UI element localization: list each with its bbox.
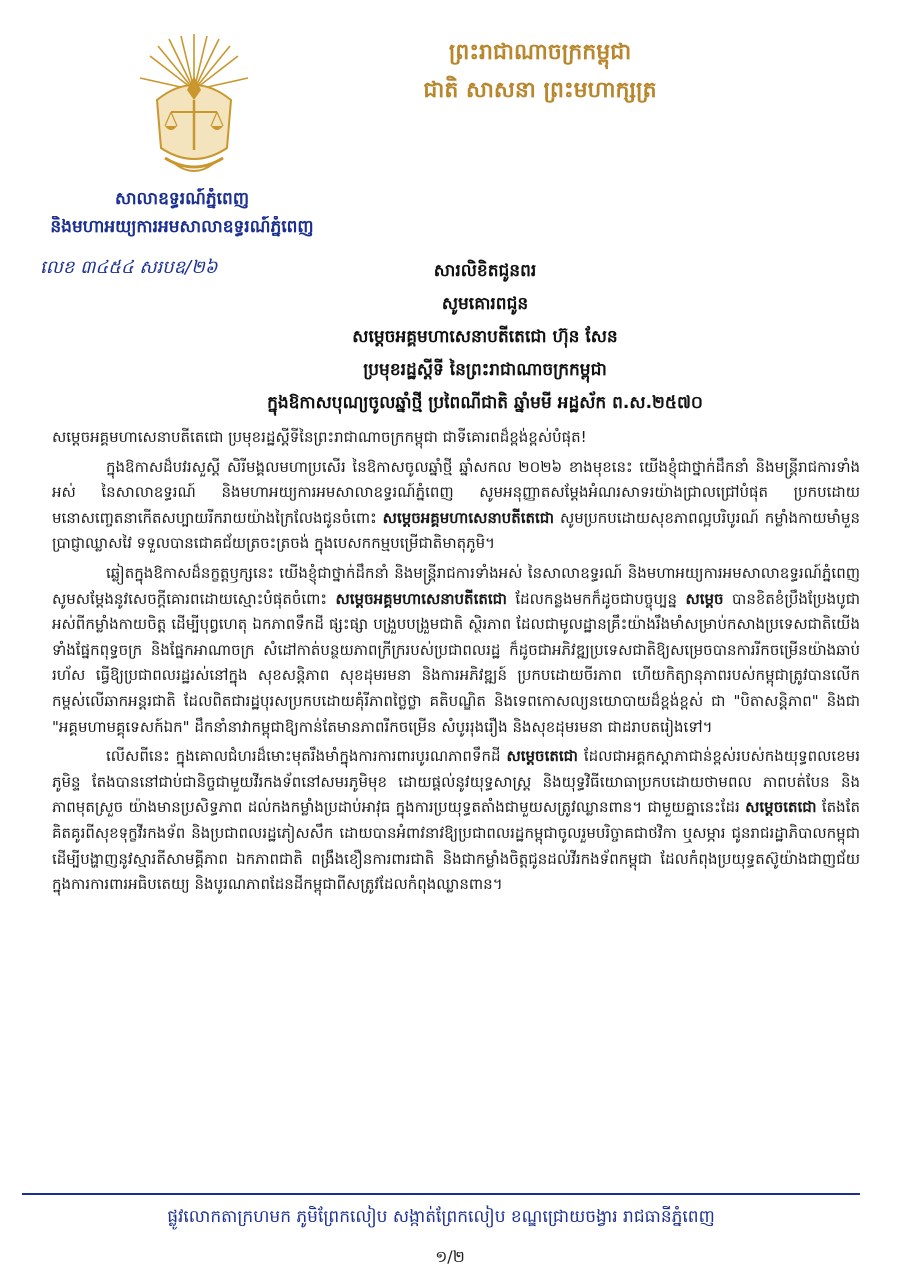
title-line-4: ប្រមុខរដ្ឋស្តីទី នៃព្រះរាជាណាចក្រកម្ពុជា (363, 360, 607, 380)
paragraph-1 (52, 455, 860, 557)
title-line-3: សម្ដេចអគ្គមហាសេនាបតីតេជោ ហ៊ុន សែន (352, 327, 618, 347)
p1-text-a: ក្នុងឱកាសដ៏បវរសួស្តី សិរីមង្គលមហាប្រសើរ នៃឱកាសចូលឆ្នាំថ្មី ឆ្នាំសកល ២០២៦ ខាងមុខនេះ យើងខ្ញុំជាថ្នាក់ដឹកនាំ និងមន្ត្រីរាជការទាំងអស់ នៃសាលាឧទ្ធរណ៍ និងមហាអយ្យការអមសាលាឧទ្ធរណ៍ភ្នំពេញ សូមអនុញ្ញាតសម្ដែងអំណរសាទរយ៉ាងជ្រាលជ្រៅបំផុត ប្រកបដោយមនោសញ្ចេតនាកើតសប្បាយរីករាយយ៉ាងក្រៃលែងជូនចំពោះ (52, 457, 860, 527)
page-number: ១/២ (435, 1247, 465, 1266)
p1-text-c: សូមប្រកបដោយសុខភាពល្អបរិបូរណ៍ កម្លាំងកាយមាំមួន ប្រាជ្ញាឈ្លាសវៃ ទទួលបានជោគជ័យត្រចះត្រចង់ ក្នុងបេសកកម្មបម្រើជាតិមាតុភូមិ។ (52, 508, 860, 553)
p3-text-c: ដែលជាអគ្គកស្ដាភាជាន់ខ្ពស់របស់កងយុទ្ធពលខេមរភូមិន្ទ តែងបាននៅជាប់ជានិច្ចជាមួយវីរកងទ័ពនៅសមរភូមិមុខ ដោយផ្ដល់នូវយុទ្ធសាស្ត្រ និងយុទ្ធវិធីយោធាប្រកបដោយថាមពល ភាពបត់បែន និងភាពមុតស្រួច យ៉ាងមានប្រសិទ្ធភាព ដល់កងកម្លាំងប្រដាប់អាវុធ ក្នុងការប្រយុទ្ធតតាំងជាមួយសត្រូវឈ្លានពាន។ ជាមួយគ្នានេះដែរ (52, 747, 860, 817)
p2-bold-title: សម្ដេច (685, 589, 724, 608)
p2-bold-name: សម្ដេចអគ្គមហាសេនាបតីតេជោ (335, 589, 507, 608)
p3-text-e: តែងតែគិតគូរពីសុខទុក្ខវីរកងទ័ព និងប្រជាពលរដ្ឋភៀសសឹក ដោយបានអំពាវនាវឱ្យប្រជាពលរដ្ឋកម្ពុជាចូលរួមបរិច្ចាគជាថវិកា ឬសម្ភារ ជូនរាជរដ្ឋាភិបាលកម្ពុជា ដើម្បីបង្ហាញនូវស្មារតីសាមគ្គីភាព ឯកភាពជាតិ ពង្រឹងខឿនការពារជាតិ និងជាកម្លាំងចិត្តជូនដល់វីរកងទ័ពកម្ពុជា ដែលកំពុងប្រយុទ្ធតស៊ូយ៉ាងជាញជ័យ ក្នុងការការពារអធិបតេយ្យ និងបូរណភាពដែនដីកម្ពុជាពីសត្រូវដែលកំពុងឈ្លានពាន។ (52, 798, 860, 894)
footer-address: ផ្លូវលោកតាក្រហមក ភូមិព្រែកលៀប សង្កាត់ព្រែកលៀប ខណ្ឌជ្រោយចង្វារ រាជធានីភ្នំពេញ (167, 1207, 715, 1227)
court-name-line-2: និងមហាអយ្យការអមសាលាឧទ្ធរណ៍ភ្នំពេញ (50, 217, 314, 237)
p3-bold-name-2: សម្ដេចតេជោ (745, 798, 817, 817)
p3-text-a: លើសពីនេះ ក្នុងគោលជំហរដ៏មោះមុតរឹងមាំក្នុងការការពារបូរណភាពទឹកដី (106, 747, 501, 766)
title-line-5: ក្នុងឱកាសបុណ្យចូលឆ្នាំថ្មី ប្រពៃណីជាតិ ឆ្នាំមមី អដ្ឋស័ក ព.ស.២៥៧០ (267, 393, 703, 413)
p3-bold-name-1: សម្ដេចតេជោ (506, 747, 578, 766)
title-line-1: សារលិខិតជូនពរ (433, 261, 537, 281)
salutation: សម្ដេចអគ្គមហាសេនាបតីតេជោ ប្រមុខរដ្ឋស្តីទីនៃព្រះរាជាណាចក្រកម្ពុជា ជាទីគោរពដ៏ខ្ពង់ខ្ពស់បំផុត! (52, 428, 587, 446)
p1-bold-name: សម្ដេចអគ្គមហាសេនាបតីតេជោ (382, 508, 555, 527)
kingdom-name: ព្រះរាជាណាចក្រកម្ពុជា (448, 40, 632, 65)
p2-text-a: ឆ្លៀតក្នុងឱកាសដ៏នក្ខត្តឫក្សនេះ យើងខ្ញុំជាថ្នាក់ដឹកនាំ និងមន្ត្រីរាជការទាំងអស់ នៃសាលាឧទ្ធរណ៍ និងមហាអយ្យការអមសាលាឧទ្ធរណ៍ភ្នំពេញ សូមសម្ដែងនូវសេចក្ដីគោរពដោយស្មោះបំផុតចំពោះ (52, 563, 860, 608)
letter-title-block (130, 255, 840, 420)
paragraph-3 (52, 744, 860, 898)
national-motto: ជាតិ សាសនា ព្រះមហាក្សត្រ (423, 78, 657, 103)
reference-number: លេខ ៣៤៥៤ សរបឧ/២៦ (40, 257, 218, 278)
p2-text-c: ដែលកន្លងមកក៏ដូចជាបច្ចុប្បន្ន (515, 589, 677, 608)
paragraph-2 (52, 561, 860, 740)
court-name-line-1: សាលាឧទ្ធរណ៍ភ្នំពេញ (114, 189, 250, 209)
footer-divider (22, 1193, 860, 1195)
court-emblem-icon (135, 30, 253, 180)
p2-text-e: បានខិតខំប្រឹងប្រែងបូជាអស់ពីកម្លាំងកាយចិត្ត ដើម្បីបុព្វហេតុ ឯកភាពទឹកដី ផ្សះផ្សា បង្រួបបង្រួមជាតិ ស្ថិរភាព ដែលជាមូលដ្ឋានគ្រឹះយ៉ាងរឹងមាំសម្រាប់កសាងប្រទេសជាតិយើង ទាំងផ្នែកពុទ្ធចក្រ និងផ្នែកអាណាចក្រ សំដៅកាត់បន្ថយភាពក្រីក្ររបស់ប្រជាពលរដ្ឋ ក៏ដូចជាអភិវឌ្ឍប្រទេសជាតិឱ្យសម្រេចបានការរីកចម្រើនយ៉ាងឆាប់រហ័ស ធ្វើឱ្យប្រជាពលរដ្ឋរស់នៅក្នុង សុខសន្តិភាព សុខដុមរមនា និងការអភិវឌ្ឍន៍ ប្រកបដោយចីរភាព ហើយកិត្យានុភាពរបស់កម្ពុជាត្រូវបានលើកកម្ពស់លើឆាកអន្តរជាតិ ដែលពិតជារដ្ឋបុរសប្រកបដោយគុំរីភាពថ្លៃថ្លា គតិបណ្ឌិត និងទេពកោសល្យនយោបាយដ៏ខ្ពង់ខ្ពស់ ជា "បិតាសន្តិភាព" និងជា "អគ្គមហាមគ្គុទេសក៍ឯក" ដឹកនាំនាវាកម្ពុជាឱ្យកាន់តែមានភាពរីកចម្រើន សំបូររុងរឿង និងសុខដុមរមនា ជាដរាបតរៀងទៅ។ (52, 589, 860, 736)
letter-body (52, 425, 860, 902)
title-line-2: សូមគោរពជូន (441, 294, 529, 314)
